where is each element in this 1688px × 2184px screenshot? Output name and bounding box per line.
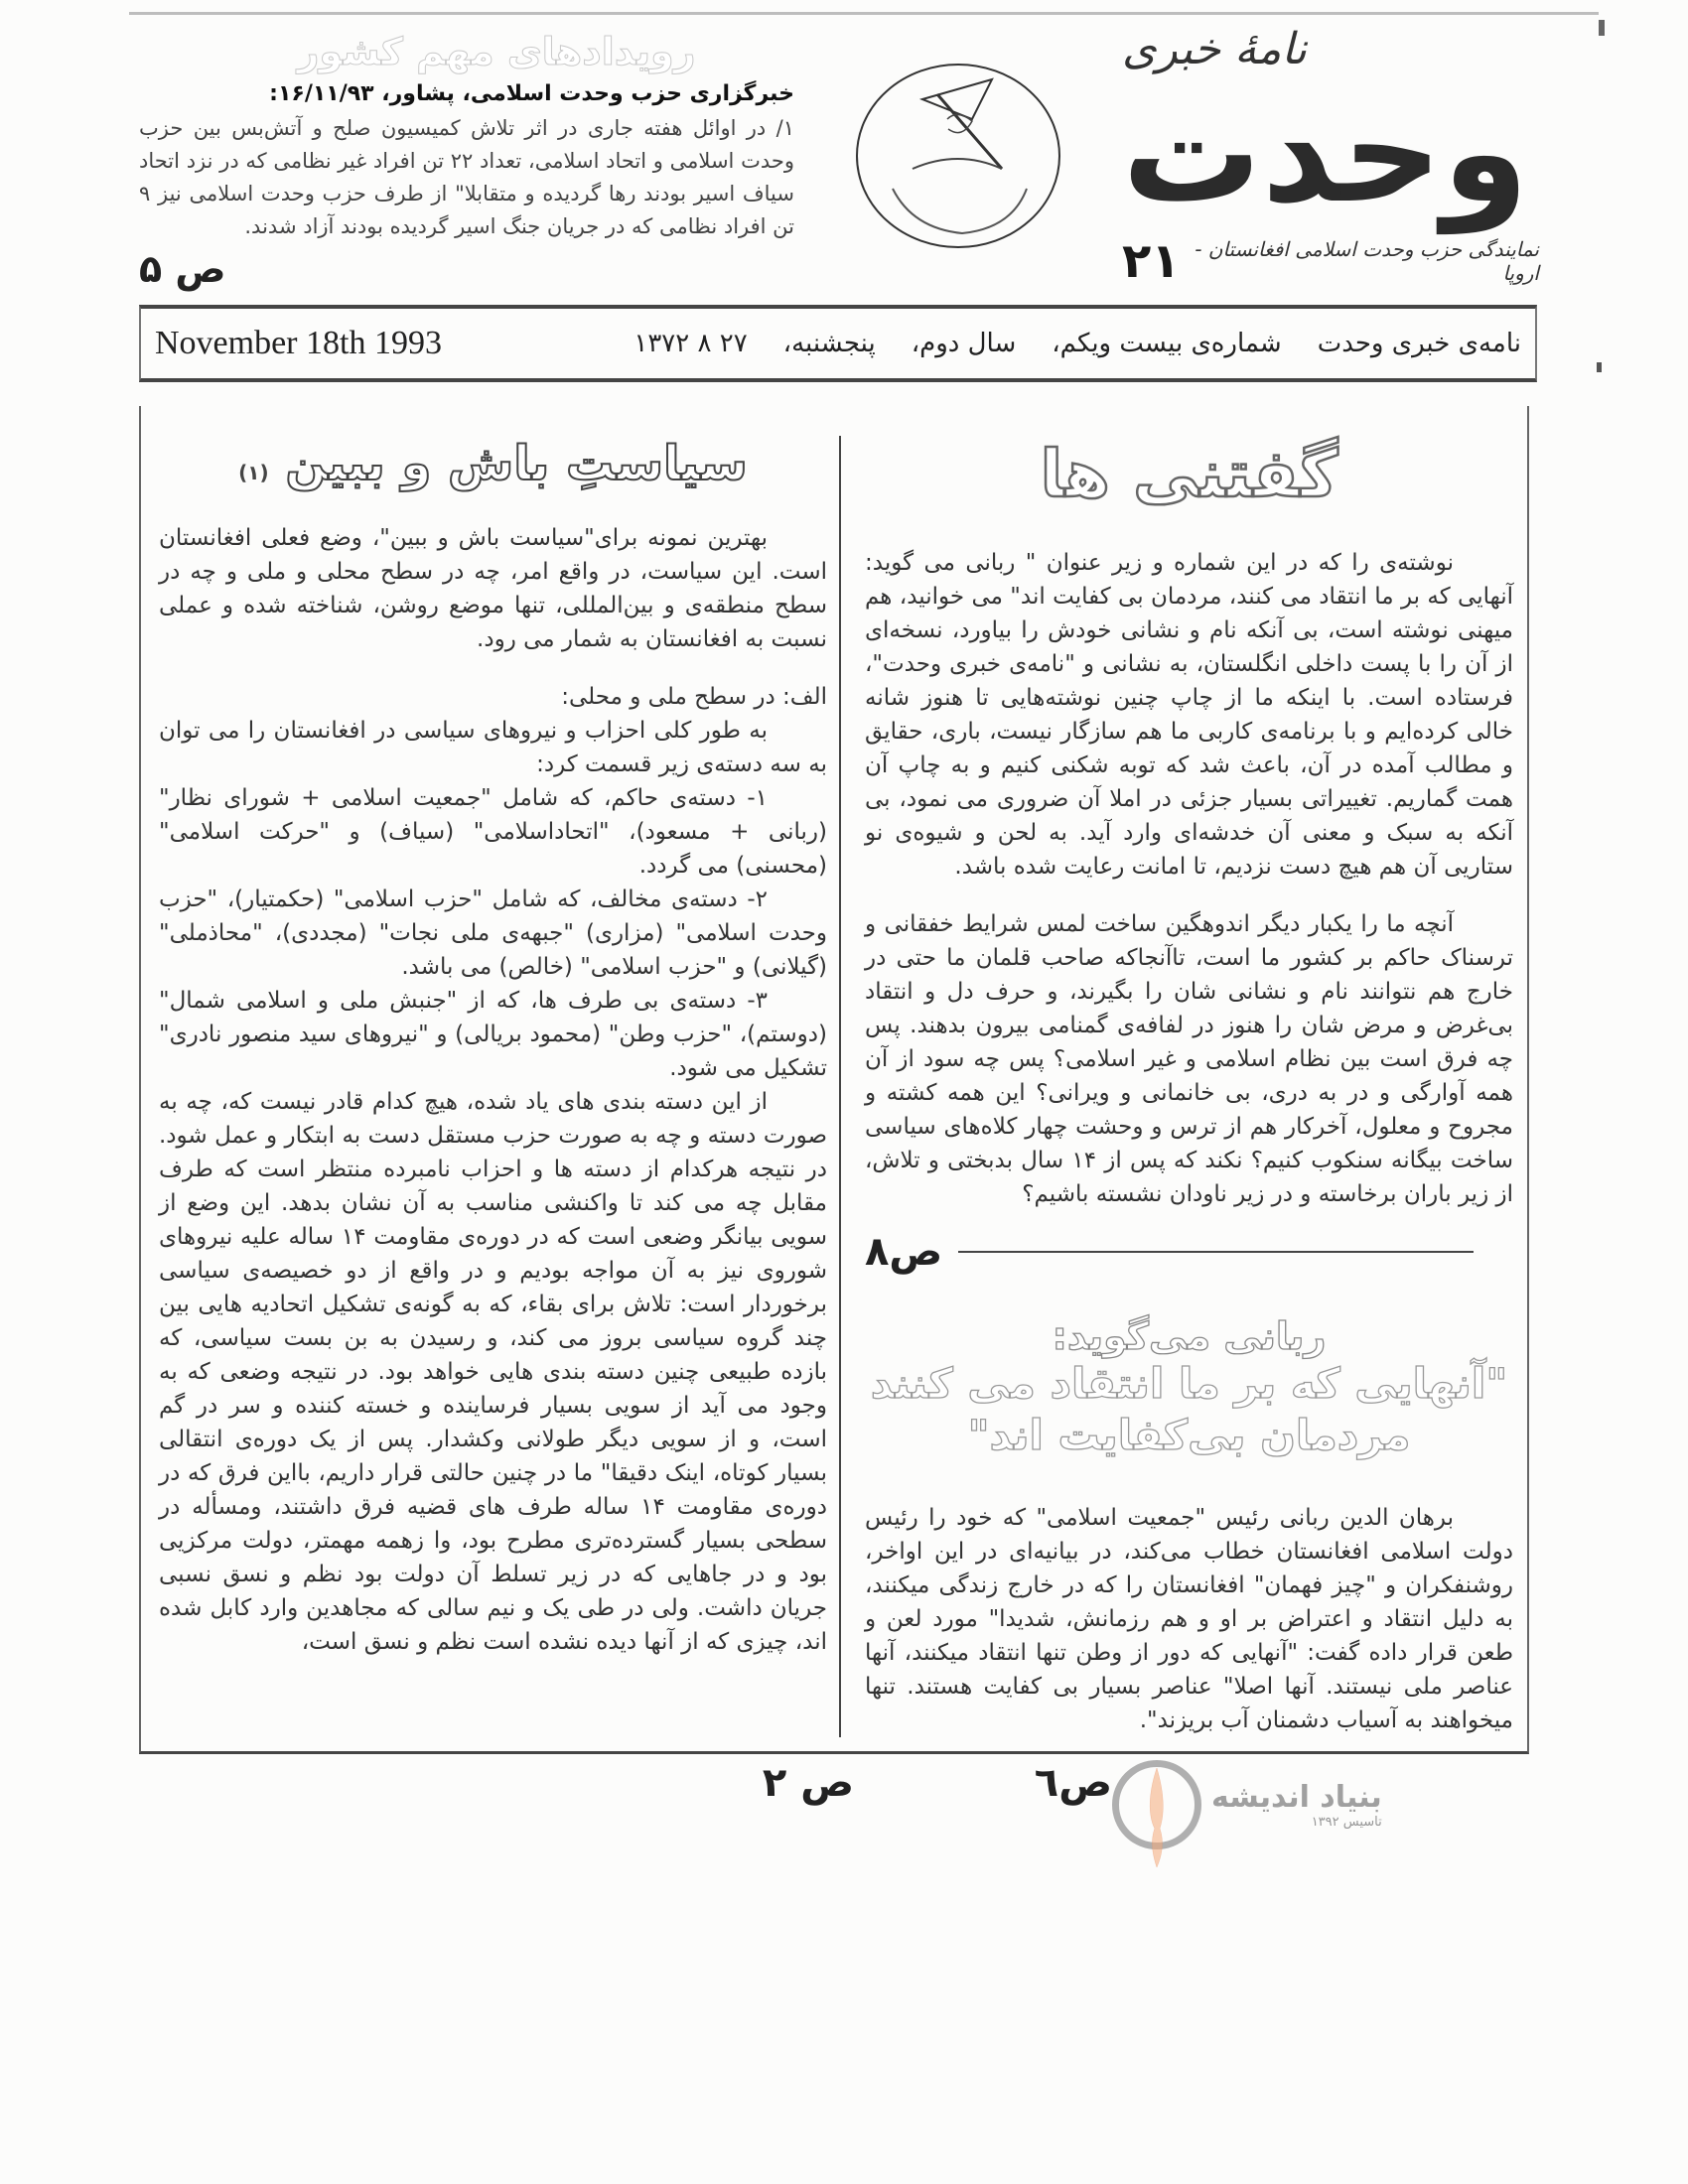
paragraph: به طور کلی احزاب و نیروهای سیاسی در افغانستان را می توان به سه دسته‌ی زیر قسمت کرد:	[159, 718, 827, 777]
watermark-logo	[1112, 1760, 1201, 1849]
year-label: سال دوم،	[911, 329, 1017, 358]
watermark-flame-icon	[1145, 1768, 1169, 1867]
article-title	[159, 436, 827, 491]
masthead-logo: وحدت	[1122, 72, 1529, 234]
paragraph: از این دسته بندی های یاد شده، هیچ کدام قادر نیست که، چه به صورت دسته و چه به صورت حزب مستقل دست به ابتکار و عمل شود. در نتیجه هرکدام از دسته ها و احزاب نامبرده منتظر است که طرف مقابل چه می کند تا واکنشی مناسب به آن نشان بدهد. این وضع از سویی بیانگر وضعی است که در دوره‌ی مقاومت ۱۴ ساله علیه نیروهای شوروی نیز به آن مواجه بودیم و در واقع از دو خصیصه‌ی سیاسی برخوردار است: تلاش برای بقاء، که به گونه‌ی تشکیل اتحادیه هایی بین چند گروه سیاسی بروز می کند، و رسیدن به بن بست سیاسی، که بازده طبیعی چنین دسته بندی هایی خواهد بود. در نتیجه وضعی که به وجود می آید از سویی بسیار فرساینده و خسته کننده و سر در گم است، و از سویی دیگر طولانی وکشدار. پس از یک دوره‌ی انتقالی بسیار کوتاه، اینک دقیقا" ما در چنین حالتی قرار داریم، بااین فرق که در دوره‌ی مقاومت ۱۴ ساله طرف های قضیه فرق داشتند، ومسأله در سطحی بسیار گسترده‌تری مطرح بود، وا زهمه مهمتر، دولت مرکزیی بود و در جاهایی که در زیر تسلط آن دولت بود نظم و نسق نسبی جریان داشت. ولی در طی یک و نیم سالی که مجاهدین وارد کابل شده اند، چیزی که از آنها دیده نشده است نظم و نسق است،	[159, 1089, 828, 1655]
main-content-frame	[139, 406, 1529, 1754]
masthead	[1122, 24, 1539, 289]
right-column	[841, 436, 1527, 1737]
news-agency-header: خبرگزاری حزب وحدت اسلامی، پشاور، ۱۶/۱۱/۹۳:	[269, 81, 794, 106]
watermark	[1112, 1760, 1382, 1849]
page-ref-2: ص ۲	[762, 1760, 854, 1806]
section-title-faded: رویدادهای مهم کشور	[297, 30, 696, 73]
left-column	[141, 436, 841, 1737]
date-bar	[139, 305, 1537, 382]
persian-date: ۲۷ ۸ ۱۳۷۲	[633, 329, 748, 358]
persian-date-group	[633, 329, 1521, 358]
scan-mark	[1599, 20, 1605, 36]
separator-row	[865, 1229, 1513, 1275]
watermark-text: بنیاد اندیشه	[1211, 1780, 1382, 1815]
paragraph: الف: در سطح ملی و محلی:	[561, 684, 827, 710]
paragraph: آنچه ما را یکبار دیگر اندوهگین ساخت لمس شرایط خفقانی و ترسناک حاکم بر کشور ما است، تاآنجاکه صاحب قلمان ما حتی در خارج هم نتوانند نام و نشانی شان را بگیرند، و حرف دل و انتقاد بی‌غرض و مرض شان را هنوز در لفافه‌ی گمنامی بیرون بدهند. پس چه فرق است بین نظام اسلامی و غیر اسلامی؟ پس چه سود از آن همه آوارگی و در به دری، بی خانمانی و ویرانی؟ این همه کشته و مجروح و معلول، آخرکار هم از ترس و وحشت چهار کلاه‌های سیاسی ساخت بیگانه سنکوب کنیم؟ نکند که پس از ۱۴ سال بدبختی و تلاش، از زیر باران برخاسته و در زیر ناودان نشسته باشیم؟	[865, 911, 1513, 1207]
weekday: پنجشنبه،	[782, 329, 876, 358]
paragraph: برهان الدین ربانی رئیس "جمعیت اسلامی" که خود را رئیس دولت اسلامی افغانستان خطاب می‌کند، در بیانیه‌ای در این اواخر، روشنفکران و "چیز فهمان" افغانستان را که در خارج زندگی میکنند، به دلیل انتقاد و اعتراض بر او و هم رزمانش، شدیدا" مورد لعن و طعن قرار داده گفت: "آنهایی که دور از وطن تنها انتقاد میکنند، آنها عناصر ملی نیستند. آنها اصلا" عناصر بسیار بی کفایت هستند. تنها میخواهند به آسیاب دشمنان آب بریزند".	[865, 1505, 1513, 1733]
footer	[139, 1760, 1529, 1849]
page-ref-6: ص٦	[1034, 1760, 1112, 1806]
rabbani-body	[865, 1501, 1513, 1737]
editorial-body	[865, 546, 1513, 1211]
page-ref-5: ص ۵	[139, 247, 226, 291]
paragraph: ۲- دسته‌ی مخالف، که شامل "حزب اسلامی" (حکمتیار)، "حزب وحدت اسلامی" (مزاری) "جبهه‌ی ملی نجات" (مجددی)، "محاذملی" (گیلانی) و "حزب اسلامی" (خالص) می باشد.	[159, 887, 827, 980]
scan-mark	[1597, 362, 1602, 372]
issue-number: ۲۱	[1122, 233, 1181, 289]
rabbani-headline	[865, 1358, 1513, 1461]
paragraph: ۱- دسته‌ی حاکم، که شامل "جمعیت اسلامی + شورای نظار" (ربانی + مسعود)، "اتحاداسلامی" (سیاف) و "حرکت اسلامی" (محسنی) می گردد.	[159, 785, 827, 879]
watermark-texts	[1211, 1780, 1382, 1830]
headline-line: "آنهایی که بر ما انتقاد می کنند	[870, 1359, 1508, 1408]
page-ref-8: ص۸	[865, 1229, 943, 1275]
masthead-newsletter-label: نامهٔ خبری	[1122, 24, 1307, 74]
headline-line: مردمان بی‌کفایت اند"	[967, 1411, 1411, 1459]
top-news-block	[139, 24, 794, 291]
article-title-text: سیاستِ باش و ببین	[285, 436, 748, 491]
masthead-subtitle: نمایندگی حزب وحدت اسلامی افغانستان - اروپا	[1195, 237, 1539, 285]
separator-line	[958, 1251, 1474, 1253]
masthead-subtitle-row	[1122, 233, 1539, 289]
issue-label: شماره‌ی بیست ویکم،	[1052, 329, 1282, 358]
paragraph: بهترین نمونه برای"سیاست باش و ببین"، وضع فعلی افغانستان است. این سیاست، در واقع امر، چه در سطح محلی و ملی و چه در سطح منطقه‌ی و بین‌المللی، تنها موضع روشن، شناخته شده و عملی نسبت به افغانستان به شمار می رود.	[159, 525, 827, 652]
news-body: ۱/ در اوائل هفته جاری در اثر تلاش کمیسیون صلح و آتش‌بس بین حزب وحدت اسلامی و اتحاد اسلامی، تعداد ۲۲ تن افراد غیر نظامی که در نزد اتحاد سیاف اسیر بودند رها گردیده و متقابلا" از طرف حزب وحدت اسلامی نیز ۹ تن افراد نظامی که در جریان جنگ اسیر گردیده بودند آزاد شدند.	[139, 116, 794, 238]
rabbani-kicker: ربانی می‌گوید:	[1052, 1314, 1327, 1358]
paragraph: نوشته‌ی را که در این شماره و زیر عنوان " ربانی می گوید: آنهایی که بر ما انتقاد می کنند، مردمان بی کفایت اند" می خوانید، هم میهنی نوشته است، بی آنکه نام و نشانی خودش را بیاورد، نسخه‌ای از آن را با پست داخلی انگلستان، به نشانی و "نامه‌ی خبری وحدت"، فرستاده است. با اینکه ما از چاپ چنین نوشته‌هایی تا هنوز شانه خالی کرده‌ایم و با برنامه‌ی کاربی ما هم سازگار نیست، باری، حقایق و مطالب آمده در آن، باعث شد که توبه شکنی کنیم و به چاپ آن همت گماریم. تغییراتی بسیار جزئی در املا آن ضروری می نمود، بی آنکه به سبک و معنی آن خدشه‌ای وارد آید. به لحن و شیوه‌ی نو ستاریی آن هم هیچ دست نزدیم، تا امانت رعایت شده باشد.	[865, 550, 1513, 880]
editorial-title: گفتنی ها	[1040, 436, 1338, 512]
library-stamp-icon	[853, 60, 1063, 252]
publication-name: نامه‌ی خبری وحدت	[1317, 329, 1521, 358]
english-date: November 18th 1993	[155, 325, 442, 361]
article-body	[159, 521, 827, 1659]
paragraph: ۳- دسته‌ی بی طرف ها، که از "جنبش ملی و اسلامی شمال" (دوستم)، "حزب وطن" (محمود بریالی) و "نیروهای سید منصور نادری" تشکیل می شود.	[159, 988, 827, 1081]
header	[139, 24, 1539, 291]
article-title-note: (۱)	[238, 461, 269, 484]
watermark-founded: تاسیس ۱۳۹۲	[1311, 1815, 1382, 1830]
